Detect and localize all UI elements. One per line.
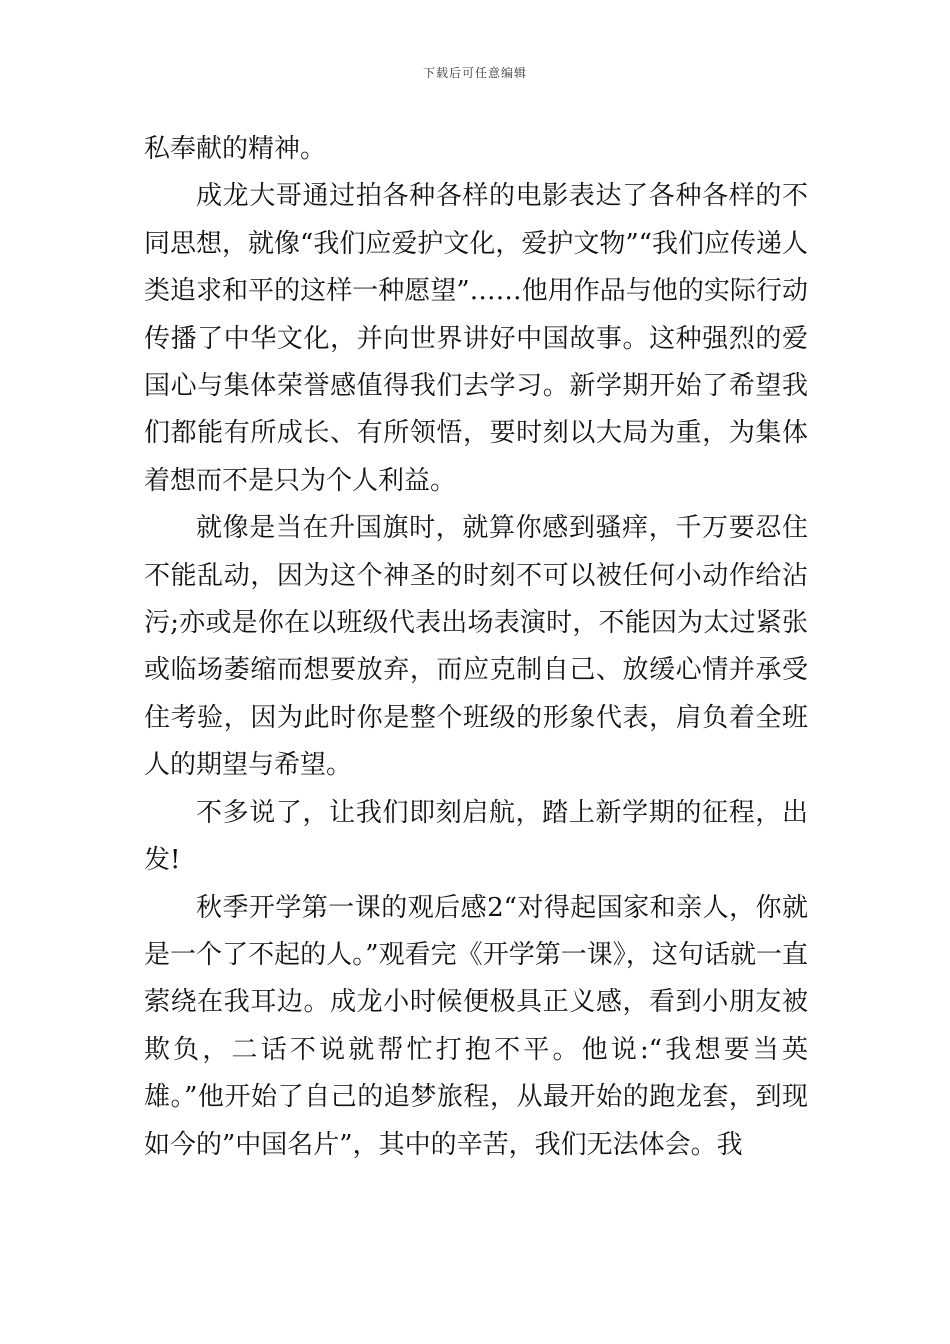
paragraph: 不多说了，让我们即刻启航，踏上新学期的征程，出发!	[144, 797, 808, 876]
paragraph: 成龙大哥通过拍各种各样的电影表达了各种各样的不同思想，就像“我们应爱护文化，爱护文物”“我们应传递人类追求和平的这样一种愿望”……他用作品与他的实际行动传播了中华文化，并向世界讲好中国故事。这种强烈的爱国心与集体荣誉感值得我们去学习。新学期开始了希望我们都能有所成长、有所领悟，要时刻以大局为重，为集体着想而不是只为个人利益。	[144, 181, 808, 496]
page-header: 下载后可任意编辑	[422, 66, 527, 80]
paragraph-continuation: 私奉献的精神。	[144, 134, 327, 164]
document-body	[144, 126, 808, 1169]
paragraph: 就像是当在升国旗时，就算你感到骚痒，千万要忍住不能乱动，因为这个神圣的时刻不可以被任何小动作给沾污;亦或是你在以班级代表出场表演时，不能因为太过紧张或临场萎缩而想要放弃，而应克制自己、放缓心情并承受住考验，因为此时你是整个班级的形象代表，肩负着全班人的期望与希望。	[144, 513, 808, 781]
paragraph: 秋季开学第一课的观后感2“对得起国家和亲人，你就是一个了不起的人。”观看完《开学第一课》，这句话就一直萦绕在我耳边。成龙小时候便极具正义感，看到小朋友被欺负，二话不说就帮忙打抱不平。他说:“我想要当英雄。”他开始了自己的追梦旅程，从最开始的跑龙套，到现如今的”中国名片”，其中的辛苦，我们无法体会。我	[144, 892, 808, 1160]
